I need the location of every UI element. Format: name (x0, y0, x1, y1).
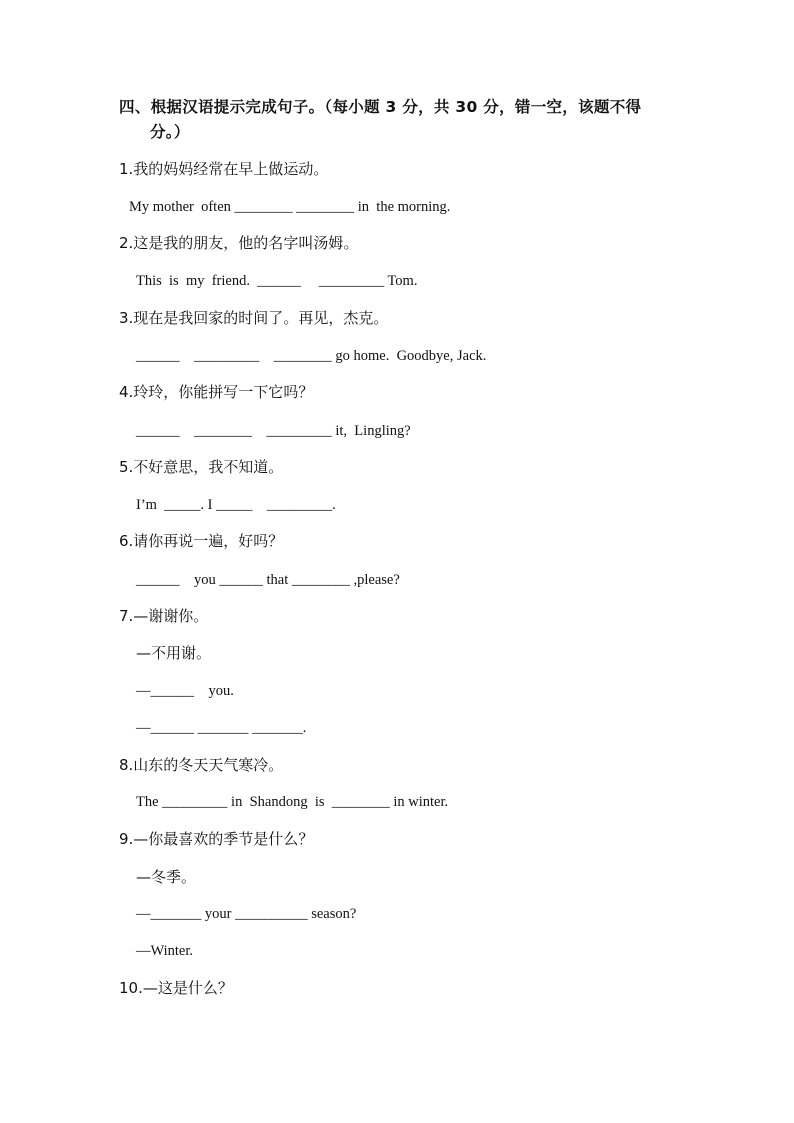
question-6-english: ______ you ______ that ________ ,please? (136, 572, 400, 588)
question-8-english: The _________ in Shandong is ________ in winter. (136, 794, 449, 810)
question-5-chinese: 5.不好意思，我不知道。 (119, 458, 284, 476)
question-7-english-line-1: —______ you. (136, 683, 234, 699)
question-4-english: ______ ________ _________ it, Lingling? (136, 423, 411, 439)
question-4-chinese: 4.玲玲，你能拼写一下它吗？ (119, 383, 314, 401)
question-1-english: My mother often ________ ________ in the morning. (129, 199, 451, 215)
question-1-chinese: 1.我的妈妈经常在早上做运动。 (119, 160, 329, 178)
section-heading-line-1: 四、根据汉语提示完成句子。（每小题 3 分，共 30 分，错一空，该题不得 (119, 98, 642, 116)
question-3-chinese: 3.现在是我回家的时间了。再见，杰克。 (119, 309, 389, 327)
question-2-english: This is my friend. ______ _________ Tom. (136, 273, 418, 289)
question-2-chinese: 2.这是我的朋友，他的名字叫汤姆。 (119, 234, 359, 252)
question-6-chinese: 6.请你再说一遍，好吗？ (119, 532, 284, 550)
question-3-english: ______ _________ ________ go home. Goodbye, Jack. (136, 348, 487, 364)
question-7-chinese: 7.—谢谢你。 (119, 607, 209, 625)
question-5-english: I’m _____. I _____ _________. (136, 497, 336, 513)
question-10-chinese: 10.—这是什么？ (119, 979, 233, 997)
question-8-chinese: 8.山东的冬天天气寒冷。 (119, 756, 284, 774)
question-9-reply-chinese: —冬季。 (136, 868, 197, 886)
question-9-english-line-1: —_______ your __________ season? (136, 906, 357, 922)
question-7-reply-chinese: —不用谢。 (136, 644, 212, 662)
section-heading-line-2: 分。） (150, 123, 190, 141)
question-9-chinese: 9.—你最喜欢的季节是什么？ (119, 830, 314, 848)
question-9-english-line-2: —Winter. (136, 943, 194, 959)
question-7-english-line-2: —______ _______ _______. (136, 720, 307, 736)
